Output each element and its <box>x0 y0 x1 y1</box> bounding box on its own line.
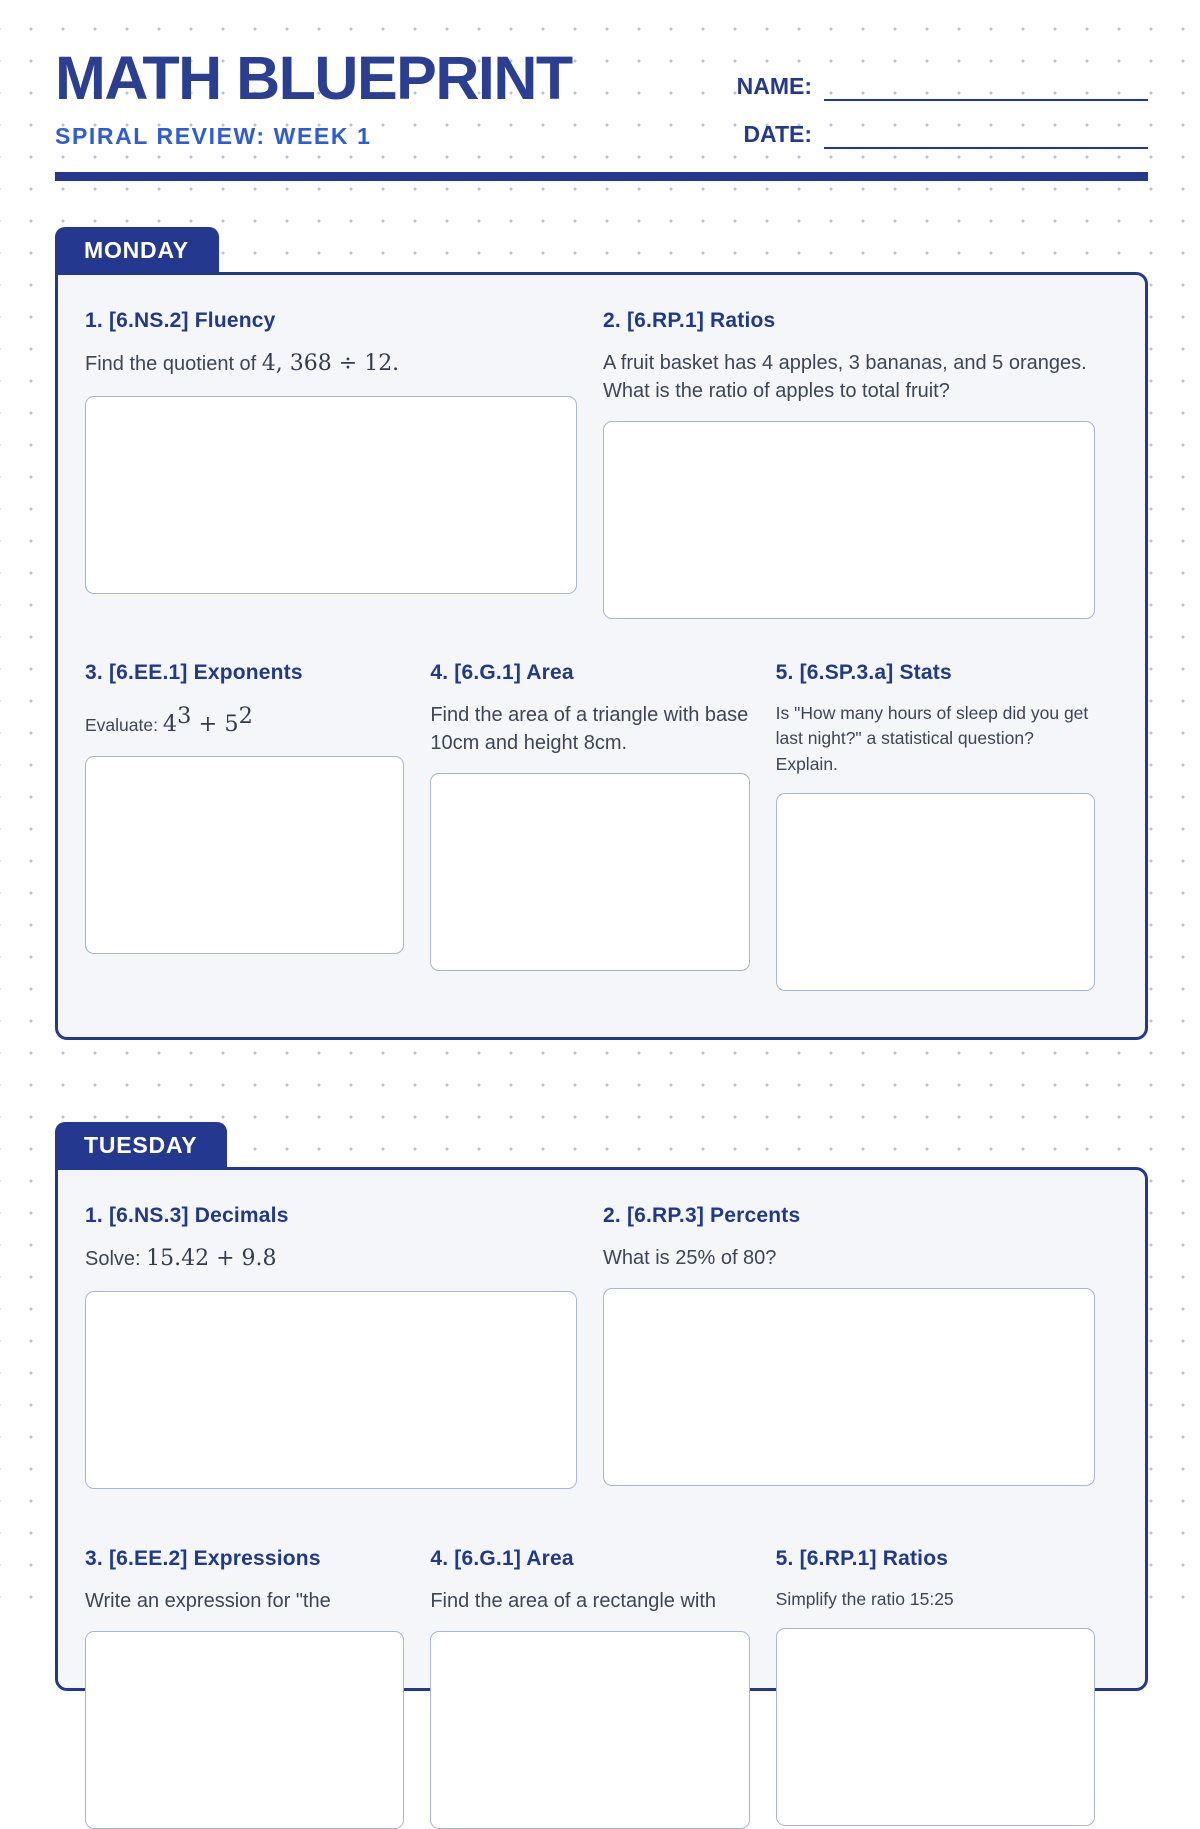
answer-box[interactable] <box>430 1631 749 1829</box>
problem-card <box>776 661 1095 991</box>
problem-row <box>85 309 1095 619</box>
problem-card <box>776 1547 1095 1829</box>
page-subtitle: SPIRAL REVIEW: WEEK 1 <box>55 122 372 149</box>
day-section-tuesday <box>55 1122 1148 1691</box>
title-block <box>55 44 572 150</box>
problem-card <box>603 1204 1095 1489</box>
problem-body <box>430 701 749 757</box>
text-run: Is "How many hours of sleep did you get last night?" a statistical question? Explain. <box>775 703 1089 774</box>
text-run: Solve: <box>85 1248 147 1270</box>
text-run: A fruit basket has 4 apples, 3 bananas, and 5 oranges. What is the ratio of apples to total fruit? <box>603 352 1087 402</box>
answer-box[interactable] <box>776 1628 1095 1826</box>
problem-body <box>85 701 404 740</box>
day-tab <box>55 1122 227 1167</box>
name-date-block <box>728 50 1148 168</box>
day-tab-label: TUESDAY <box>84 1132 198 1158</box>
math-run: 15.42 + 9.8 <box>146 1246 277 1271</box>
problem-card <box>430 661 749 991</box>
math-run: 4, 368 ÷ 12. <box>261 351 400 376</box>
header-divider <box>55 172 1148 181</box>
problem-card <box>85 309 577 619</box>
problem-row <box>85 661 1095 991</box>
problem-row <box>85 1547 1095 1829</box>
math-run: 2 <box>238 703 253 729</box>
date-line[interactable] <box>824 120 1148 149</box>
day-section-monday <box>55 227 1148 1040</box>
answer-box[interactable] <box>85 1631 404 1829</box>
problem-heading: 2. [6.RP.3] Percents <box>603 1204 801 1227</box>
day-tab <box>55 227 219 272</box>
answer-box[interactable] <box>776 793 1095 991</box>
answer-box[interactable] <box>85 396 577 594</box>
problem-heading: 2. [6.RP.1] Ratios <box>603 309 776 332</box>
problem-heading: 3. [6.EE.1] Exponents <box>85 661 303 684</box>
text-run: Simplify the ratio 15:25 <box>775 1588 954 1609</box>
problem-card <box>85 661 404 991</box>
math-run: 4 <box>162 710 178 737</box>
text-run: Write an expression for "the <box>85 1589 331 1612</box>
text-run: What is 25% of 80? <box>603 1247 777 1269</box>
problem-card <box>85 1547 404 1829</box>
problem-heading: 5. [6.SP.3.a] Stats <box>775 661 952 684</box>
problem-body <box>85 1587 404 1615</box>
text-run: Evaluate: <box>85 714 163 735</box>
day-panel <box>55 272 1148 1040</box>
answer-box[interactable] <box>85 1291 577 1489</box>
math-run: 3 <box>177 703 192 729</box>
problem-heading: 5. [6.RP.1] Ratios <box>775 1546 949 1570</box>
answer-box[interactable] <box>430 773 749 971</box>
problem-card <box>603 309 1095 619</box>
problem-card <box>85 1204 577 1489</box>
problem-body <box>776 1587 1095 1612</box>
problem-heading: 1. [6.NS.3] Decimals <box>85 1204 289 1227</box>
problem-body <box>430 1587 749 1615</box>
problem-body <box>603 1244 1095 1272</box>
problem-heading: 3. [6.EE.2] Expressions <box>85 1546 321 1570</box>
date-row <box>728 120 1148 149</box>
problem-body <box>85 1244 577 1275</box>
name-line[interactable] <box>824 72 1148 101</box>
day-panel <box>55 1167 1148 1691</box>
problem-body <box>85 349 577 380</box>
problem-heading: 4. [6.G.1] Area <box>430 1546 574 1570</box>
problem-card <box>430 1547 749 1829</box>
name-label: NAME: <box>736 73 812 100</box>
answer-box[interactable] <box>603 1288 1095 1486</box>
problem-body <box>603 349 1095 405</box>
date-label: DATE: <box>743 121 812 148</box>
name-row <box>728 72 1148 101</box>
answer-box[interactable] <box>85 756 404 954</box>
text-run: Find the area of a triangle with base 10cm and height 8cm. <box>430 704 749 754</box>
answer-box[interactable] <box>603 421 1095 619</box>
problem-heading: 1. [6.NS.2] Fluency <box>85 309 276 332</box>
text-run: Find the area of a rectangle with <box>430 1589 717 1612</box>
page-title: MATH BLUEPRINT <box>55 44 572 112</box>
problem-body <box>776 701 1095 777</box>
day-tab-label: MONDAY <box>84 237 189 263</box>
math-run: + 5 <box>191 710 239 737</box>
problem-row <box>85 1204 1095 1489</box>
problem-heading: 4. [6.G.1] Area <box>430 661 574 684</box>
text-run: Find the quotient of <box>85 353 262 375</box>
worksheet-header <box>55 44 1148 168</box>
